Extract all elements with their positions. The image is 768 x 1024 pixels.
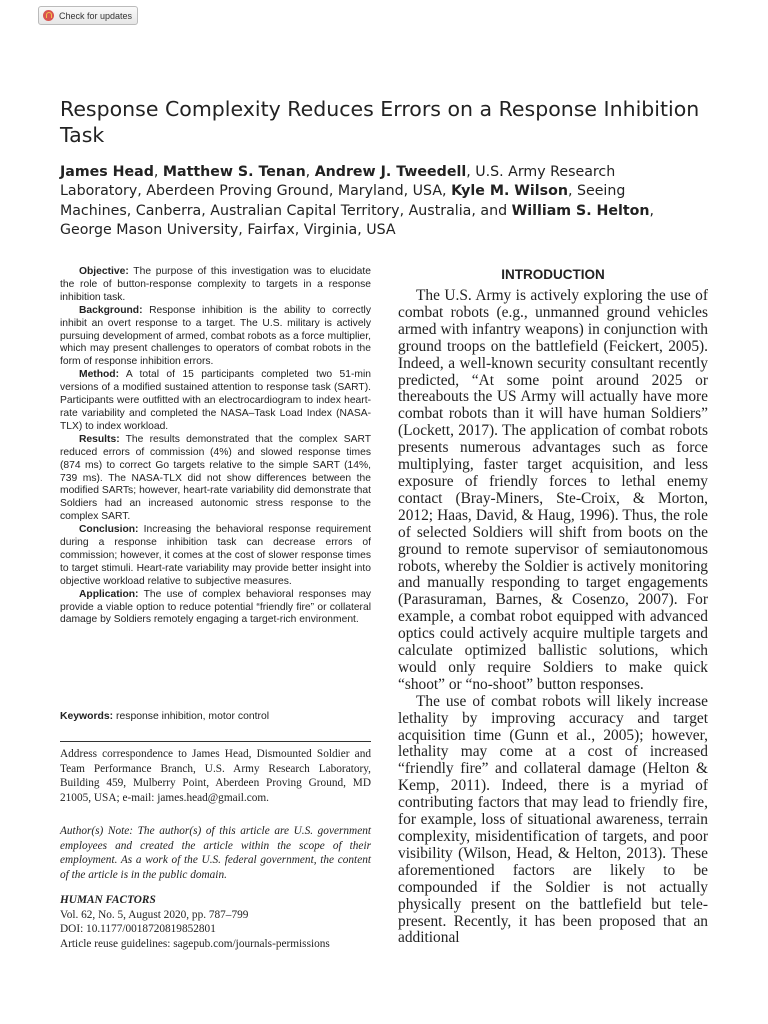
author-name: Kyle M. Wilson <box>451 183 568 200</box>
abstract-background <box>60 305 371 370</box>
section-label: Objective: <box>79 266 129 277</box>
author-name: Andrew J. Tweedell <box>314 164 467 180</box>
correspondence-address: Address correspondence to James Head, Dismounted Soldier and Team Performance Branch, U.S. Army Research Laboratory, Building 459, Mulberry Point, Aberdeen Proving Ground, MD 21005, USA; e-mail: james.head@gmail.com. <box>60 748 371 805</box>
intro-paragraph: The U.S. Army is actively exploring the use of combat robots (e.g., unmanned ground vehicles armed with infantry weapons) in conjunction with ground troops on the battlefield (Feickert, 2005). Indeed, a well-known security consultant recently predicted, “At some point around 2025 or thereabouts the US Army will actually have more combat robots than it will have human Soldiers” (Lockett, 2017). The application of combat robots presents numerous advantages such as force multiplying, faster target acquisition, and less exposure of friendly forces to lethal enemy contact (Bray-Miners, Ste-Croix, & Morton, 2012; Haas, David, & Haug, 1996). Thus, the role of selected Soldiers will shift from boots on the ground to remote supervisor of semiautonomous robots, whereby the Soldier is actively monitoring and manually responding to target engagements (Parasuraman, Barnes, & Cosenzo, 2007). For example, a combat robot equipped with advanced optics could actively acquire multiple targets and calculate optimized ballistic solutions, which would only require Soldiers to make quick “shoot” or “no-shoot” button responses. <box>398 287 708 693</box>
introduction-heading: INTRODUCTION <box>501 267 605 282</box>
check-for-updates-label: Check for updates <box>59 10 133 21</box>
introduction-body <box>398 288 708 947</box>
keywords-text: response inhibition, motor control <box>116 711 270 722</box>
section-text: A total of 15 participants completed two 51-min versions of a modified sustained attention to response task (SART). Participants were outfitted with an electrocardiogram to index heart-rate variability and completed the NASA–Task Load Index (NASA-TLX) to index workload. <box>60 369 371 432</box>
abstract-conclusion <box>60 524 371 589</box>
journal-reuse: Article reuse guidelines: sagepub.com/journals-permissions <box>60 938 330 951</box>
author-affiliation: , Seeing Machines, Canberra, Australian Capital Territory, Australia, and <box>60 183 626 219</box>
author-name: Matthew S. Tenan <box>162 164 306 180</box>
abstract-method <box>60 369 371 434</box>
author-list: James Head, Matthew S. Tenan, Andrew J. Tweedell, U.S. Army Research Laboratory, Aberdeen Proving Ground, Maryland, USA, Kyle M. Wilson, Seeing Machines, Canberra, Australian Capital Territory, Australia, and William S. Helton, George Mason University, Fairfax, Virginia, USA <box>60 164 655 238</box>
crossmark-icon <box>43 10 54 21</box>
author-name: William S. Helton <box>511 202 650 219</box>
journal-doi: DOI: 10.1177/0018720819852801 <box>60 923 216 936</box>
section-text: Increasing the behavioral response requirement during a response inhibition task can decrease errors of commission; however, it comes at the cost of slower response times to target stimuli. Heart-rate variability may provide better insight into objective workload relative to subjective measures. <box>60 524 371 587</box>
section-label: Method: <box>79 369 120 381</box>
abstract <box>60 266 371 627</box>
abstract-application <box>60 589 371 628</box>
section-label: Conclusion: <box>79 524 139 536</box>
authors-note: Author(s) Note: The author(s) of this article are U.S. government employees and created the article within the scope of their employment. As a work of the U.S. federal government, the content of the article is in the public domain. <box>60 825 371 882</box>
section-label: Background: <box>79 304 143 316</box>
article-title: Response Complexity Reduces Errors on a Response Inhibition Task <box>60 97 700 147</box>
abstract-results <box>60 434 371 524</box>
section-text: The results demonstrated that the complex SART reduced errors of commission (4%) and slowed response times (874 ms) to correct Go targets relative to the simple SART (14%, 739 ms). The NASA-TLX did not show differences between the modified SARTs; however, heart-rate variability did demonstrate that Soldiers had an increased autonomic stress response to the complex SART. <box>60 433 371 523</box>
section-label: Application: <box>79 588 139 600</box>
section-text: Response inhibition is the ability to correctly inhibit an overt response to a target. The U.S. military is actively pursuing development of armed, combat robots as a force multiplier, which may present challenges to operators of combat robots in the form of response inhibition errors. <box>60 304 371 368</box>
intro-paragraph: The use of combat robots will likely increase lethality by improving accuracy and target acquisition time (Gunn et al., 2005); however, lethality may come at a cost of increased “friendly fire” and collateral damage (Helton & Kemp, 2011). Indeed, there is a myriad of contributing factors that may lead to friendly fire, for example, loss of situational awareness, terrain complexity, misidentification of targets, and poor visibility (Wilson, Head, & Helton, 2013). These aforementioned factors are likely to be compounded if the Soldier is not actually physically present on the battlefield but tele-present. Recently, it has been proposed that an additional <box>398 692 708 947</box>
check-for-updates-button[interactable] <box>38 6 138 25</box>
section-text: The purpose of this investigation was to elucidate the role of button-response complexity to targets in a response inhibition task. <box>60 266 371 303</box>
keywords-label: Keywords: <box>60 711 114 722</box>
footnote-divider <box>60 741 371 742</box>
section-label: Results: <box>79 433 120 445</box>
journal-name: HUMAN FACTORS <box>60 894 156 906</box>
journal-info <box>60 893 380 952</box>
author-affiliation: , George Mason University, Fairfax, Virginia, USA <box>60 202 655 238</box>
abstract-objective <box>60 266 371 305</box>
author-affiliation: , U.S. Army Research Laboratory, Aberdeen Proving Ground, Maryland, USA, <box>60 164 616 200</box>
journal-volume: Vol. 62, No. 5, August 2020, pp. 787–799 <box>60 908 249 921</box>
keywords <box>60 710 371 723</box>
author-name: James Head <box>60 164 154 180</box>
section-text: The use of complex behavioral responses may provide a viable option to reduce potential “friendly fire” or collateral damage by Soldiers remotely engaging a target-rich environment. <box>60 588 371 626</box>
